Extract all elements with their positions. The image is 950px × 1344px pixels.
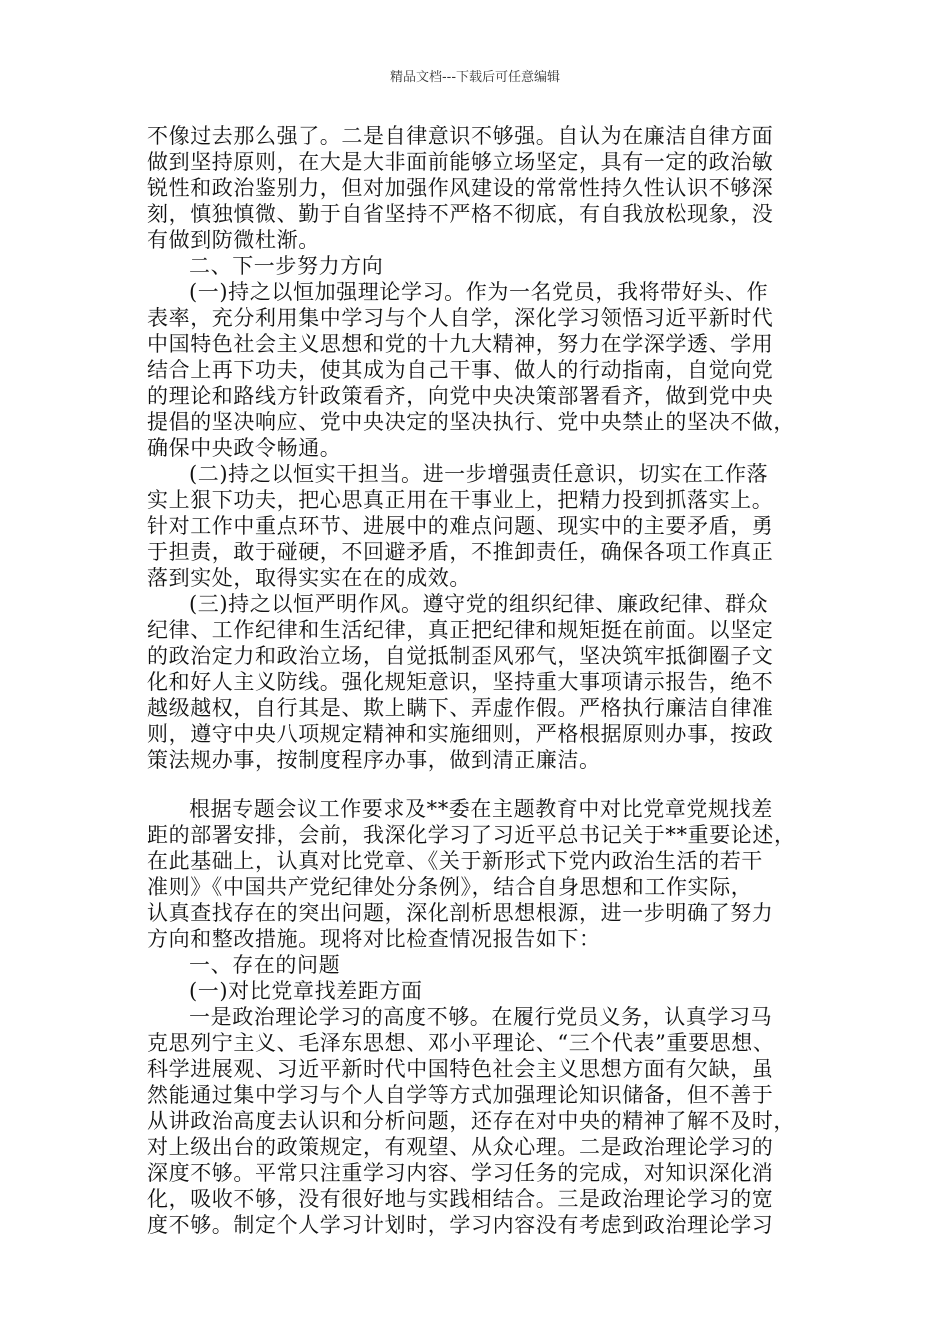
text-line: 深度不够。平常只注重学习内容、学习任务的完成，对知识深化消 (147, 1161, 774, 1185)
text-line: 刻，慎独慎微、勤于自省坚持不严格不彻底，有自我放松现象，没 (147, 202, 774, 226)
text-line: 一、存在的问题 (189, 953, 341, 977)
text-line: 提倡的坚决响应、党中央决定的坚决执行、党中央禁止的坚决不做， (147, 410, 795, 434)
text-line: 的理论和路线方针政策看齐，向党中央决策部署看齐，做到党中央 (147, 384, 774, 408)
text-line: (三)持之以恒严明作风。遵守党的组织纪律、廉政纪律、群众 (189, 592, 769, 616)
text-line: (一)对比党章找差距方面 (189, 979, 423, 1003)
text-line: 认真查找存在的突出问题，深化剖析思想根源，进一步明确了努力 (147, 901, 774, 925)
text-line: 对上级出台的政策规定，有观望、从众心理。二是政治理论学习的 (147, 1135, 774, 1159)
text-line: 纪律、工作纪律和生活纪律，真正把纪律和规矩挺在前面。以坚定 (147, 618, 774, 642)
section-continued-text (147, 123, 807, 773)
text-line: 准则》《中国共产党纪律处分条例》，结合自身思想和工作实际， (147, 875, 753, 899)
text-line: 然能通过集中学习与个人自学等方式加强理论知识储备，但不善于 (147, 1083, 774, 1107)
text-line: 做到坚持原则，在大是大非面前能够立场坚定，具有一定的政治敏 (147, 150, 774, 174)
text-line: 的政治定力和政治立场，自觉抵制歪风邪气，坚决筑牢抵御圈子文 (147, 644, 774, 668)
text-line: 则，遵守中央八项规定精神和实施细则，严格根据原则办事，按政 (147, 722, 774, 746)
text-line: 度不够。制定个人学习计划时，学习内容没有考虑到政治理论学习 (147, 1213, 774, 1237)
text-line: 表率，充分利用集中学习与个人自学，深化学习领悟习近平新时代 (147, 306, 774, 330)
text-line: 化和好人主义防线。强化规矩意识，坚持重大事项请示报告，绝不 (147, 670, 774, 694)
text-line: 距的部署安排，会前，我深化学习了习近平总书记关于**重要论述， (147, 823, 796, 847)
text-line: 克思列宁主义、毛泽东思想、邓小平理论、“三个代表”重要思想、 (147, 1031, 775, 1055)
text-line: 化，吸收不够，没有很好地与实践相结合。三是政治理论学习的宽 (147, 1187, 774, 1211)
text-line: 越级越权，自行其是、欺上瞒下、弄虚作假。严格执行廉洁自律准 (147, 696, 774, 720)
text-line: 锐性和政治鉴别力，但对加强作风建设的常常性持久性认识不够深 (147, 176, 774, 200)
text-line: 二、下一步努力方向 (189, 254, 384, 278)
text-line: 根据专题会议工作要求及**委在主题教育中对比党章党规找差 (189, 797, 773, 821)
text-line: 结合上再下功夫，使其成为自己干事、做人的行动指南，自觉向党 (147, 358, 774, 382)
text-line: 从讲政治高度去认识和分析问题，还存在对中央的精神了解不及时， (147, 1109, 795, 1133)
text-line: (一)持之以恒加强理论学习。作为一名党员，我将带好头、作 (189, 280, 769, 304)
text-line: 确保中央政令畅通。 (147, 436, 342, 460)
page-header: 精品文档---下载后可任意编辑 (389, 70, 561, 85)
text-line: 有做到防微杜渐。 (147, 228, 320, 252)
text-line: 不像过去那么强了。二是自律意识不够强。自认为在廉洁自律方面 (147, 124, 774, 148)
text-line: 科学进展观、习近平新时代中国特色社会主义思想方面有欠缺，虽 (147, 1057, 774, 1081)
text-line: 在此基础上，认真对比党章、《关于新形式下党内政治生活的若干 (147, 849, 763, 873)
text-line: 落到实处，取得实实在在的成效。 (147, 566, 471, 590)
text-line: 方向和整改措施。现将对比检查情况报告如下： (147, 927, 601, 951)
text-line: 于担责，敢于碰硬，不回避矛盾，不推卸责任，确保各项工作真正 (147, 540, 774, 564)
text-line: 策法规办事，按制度程序办事，做到清正廉洁。 (147, 748, 601, 772)
text-line: 一是政治理论学习的高度不够。在履行党员义务，认真学习马 (189, 1005, 773, 1029)
text-line: 中国特色社会主义思想和党的十九大精神，努力在学深学透、学用 (147, 332, 774, 356)
text-line: 针对工作中重点环节、进展中的难点问题、现实中的主要矛盾，勇 (147, 514, 774, 538)
section-report-text (147, 796, 807, 1238)
text-line: 实上狠下功夫，把心思真正用在干事业上，把精力投到抓落实上。 (147, 488, 774, 512)
text-line: (二)持之以恒实干担当。进一步增强责任意识，切实在工作落 (189, 462, 769, 486)
